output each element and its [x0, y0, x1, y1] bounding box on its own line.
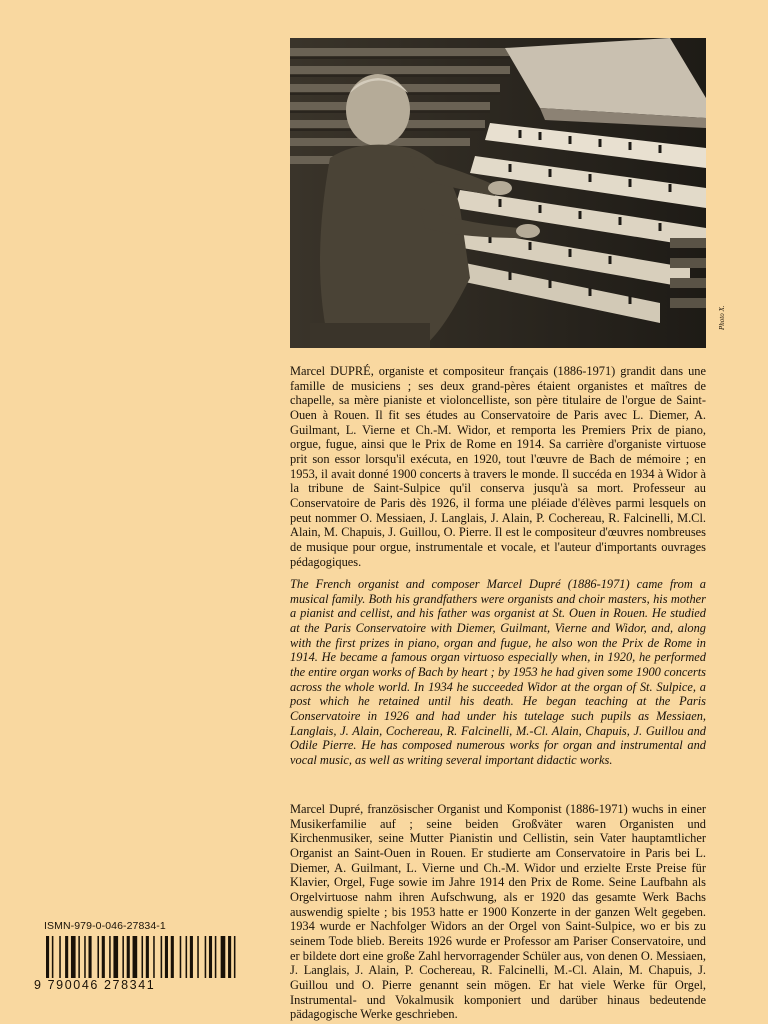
- barcode-digits: 9 790046 278341: [34, 978, 270, 992]
- biography-french: Marcel DUPRÉ, organiste et compositeur français (1886-1971) grandit dans une famille de musiciens ; ses deux grand-pères étaient organistes et maîtres de chapelle, sa mère pianiste et violoncelliste, son père titulaire de l'orgue de Saint-Ouen à Rouen. Il fit ses études au Conservatoire de Paris avec L. Diemer, A. Guilmant, L. Vierne et Ch.-M. Widor, et remporta les Premiers Prix de piano, orgue, fugue, ainsi que le Prix de Rome en 1914. Sa carrière d'organiste virtuose prit son essor lorsqu'il exécuta, en 1920, tout l'œuvre de Bach de mémoire ; en 1953, il avait donné 1900 concerts à travers le monde. Il succéda en 1934 à Widor à la tribune de Saint-Sulpice qu'il conserva jusqu'à sa mort. Professeur au Conservatoire de Paris dès 1926, il forma une pléiade d'élèves parmi lesquels on peut nommer O. Messiaen, J. Langlais, J. Alain, P. Cochereau, R. Falcinelli, M.Cl. Alain, M. Chapuis, J. Guillou, O. Pierre. Il est le compositeur d'œuvres nombreuses de musique pour orgue, instrumentale et vocale, et l'auteur d'importants ouvrages pédagogiques.: [290, 364, 706, 569]
- ismn-number: ISMN-979-0-046-27834-1: [44, 920, 166, 932]
- biography-german: Marcel Dupré, französischer Organist und Komponist (1886-1971) wuchs in einer Musikerfamilie auf ; seine beiden Großväter waren Organisten und Kirchenmusiker, seine Mutter Pianistin und Cellistin, sein Vater hauptamtlicher Organist an Saint-Ouen in Rouen. Er studierte am Conservatoire in Paris bei L. Diemer, A. Guilmant, L. Vierne und Ch.-M. Widor und erzielte Erste Preise für Klavier, Orgel, Fuge sowie im Jahre 1914 den Prix de Rome. Seine Laufbahn als Orgelvirtuose nahm ihren Aufschwung, als er 1920 das gesamte Werk Bachs auswendig spielte ; bis 1953 hatte er 1900 Konzerte in der ganzen Welt gegeben. 1934 wurde er Nachfolger Widors an der Orgel von Saint-Sulpice, wo er bis zu seinem Tode blieb. Bereits 1926 wurde er Professor am Pariser Conservatoire, und er bildete dort eine große Zahl hervorragender Schüler aus, von denen O. Messiaen, J. Langlais, J. Alain, P. Cochereau, R. Falcinelli, M.-Cl. Alain, M. Chapuis, J. Guillou und O. Pierre genannt sein mögen. Er hat viele Werke für Orgel, Instrumental- und Vokalmusik komponiert und darüber hinaus bedeutende pädagogische Werke geschrieben.: [290, 802, 706, 1022]
- organist-photo: [290, 38, 706, 348]
- biography-english: The French organist and composer Marcel Dupré (1886-1971) came from a musical family. Both his grandfathers were organists and choir masters, his mother a pianist and cellist, and his father was organist at St. Ouen in Rouen. He studied at the Paris Conservatoire with Diemer, Guilmant, Vierne and Widor, and, along with the first prizes in piano, organ and fugue, he also won the Prix de Rome in 1914. He became a famous organ virtuoso especially when, in 1920, he performed the entire organ works of Bach by heart ; by 1953 he had given some 1900 concerts across the whole world. In 1934 he succeeded Widor at the organ of St. Sulpice, a post which he retained until his death. He began teaching at the Paris Conservatoire in 1926 and had under his tutelage such pupils as Messiaen, Langlais, J. Alain, Cochereau, R. Falcinelli, M.-Cl. Alain, Chapuis, J. Guillou and Odile Pierre. He has composed numerous works for organ and instrumental and vocal music, as well as writing several important didactic works.: [290, 577, 706, 767]
- photo-credit: Photo X.: [718, 305, 726, 330]
